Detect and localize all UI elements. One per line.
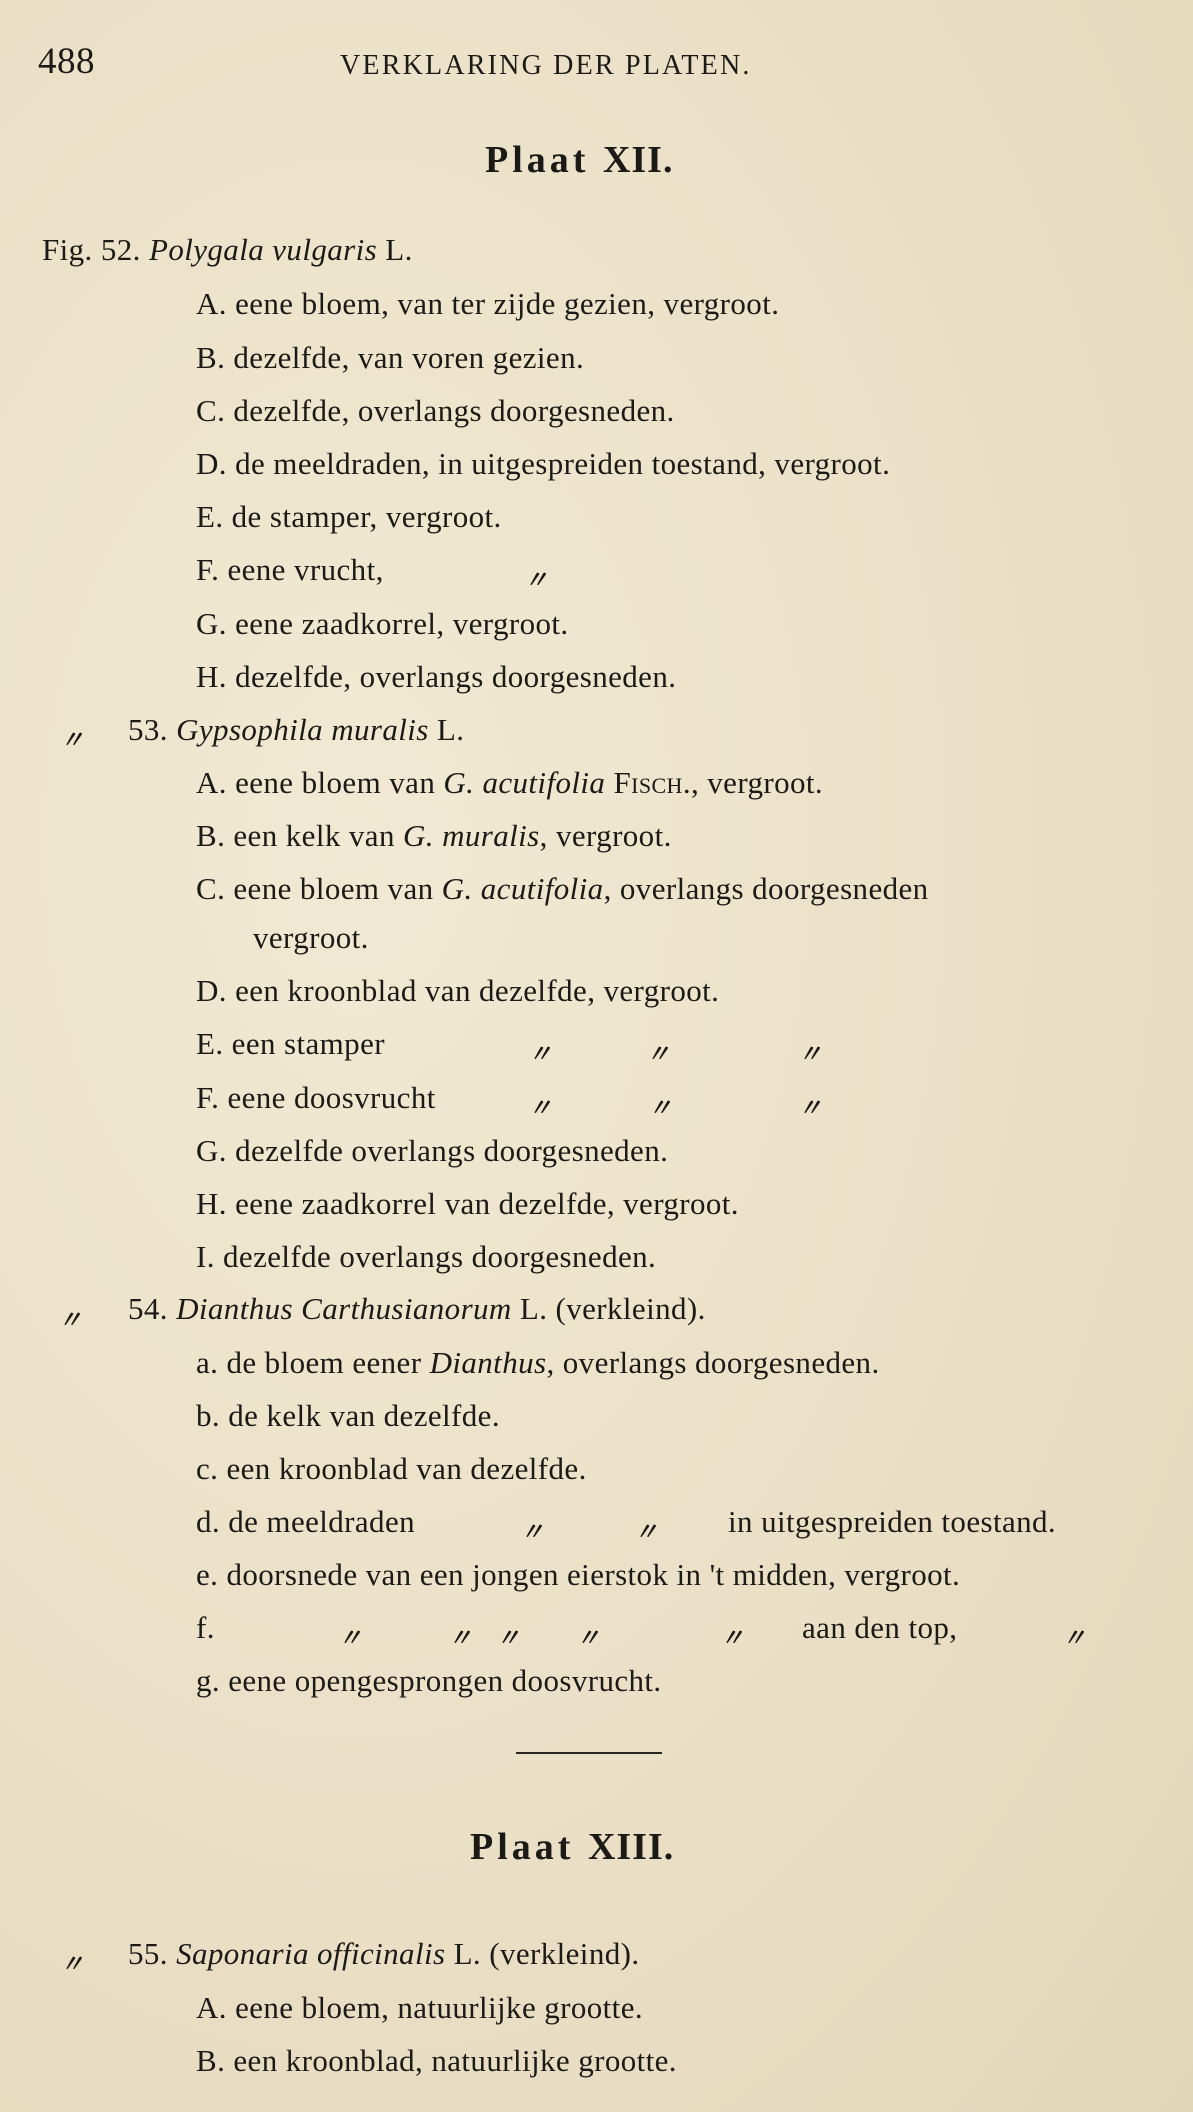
ditto-mark: 〃 xyxy=(720,1626,744,1652)
authority-abbrev: Fisch. xyxy=(613,765,691,800)
item-text: doorsnede van een jongen eierstok in 't midden, vergroot. xyxy=(226,1557,961,1592)
item-label: C. xyxy=(196,871,226,906)
species-author: L. xyxy=(436,712,465,747)
ditto-mark: 〃 xyxy=(798,1042,822,1068)
ditto-mark: 〃 xyxy=(60,1952,84,1978)
list-item xyxy=(196,1610,215,1646)
ditto-mark: 〃 xyxy=(58,1308,82,1334)
item-label: G. xyxy=(196,606,227,641)
list-item xyxy=(196,1504,415,1540)
item-text: eene bloem, van ter zijde gezien, vergroot. xyxy=(235,286,780,321)
item-label: F. xyxy=(196,552,220,587)
item-text: eene opengesprongen doosvrucht. xyxy=(228,1663,662,1698)
item-label: D. xyxy=(196,973,227,1008)
item-text: dezelfde overlangs doorgesneden. xyxy=(223,1239,657,1274)
list-item xyxy=(196,1451,587,1487)
item-text: eene zaadkorrel, vergroot. xyxy=(235,606,569,641)
list-item xyxy=(196,446,890,482)
item-text: eene doosvrucht xyxy=(227,1080,436,1115)
item-text: , vergroot. xyxy=(539,818,672,853)
list-item xyxy=(196,1080,436,1116)
ditto-mark: 〃 xyxy=(646,1042,670,1068)
ditto-mark: 〃 xyxy=(338,1626,362,1652)
plate-title: Plaat xyxy=(470,1826,575,1868)
ditto-mark: 〃 xyxy=(528,1096,552,1122)
list-item xyxy=(196,1186,739,1222)
item-label: D. xyxy=(196,446,227,481)
list-item-continuation: vergroot. xyxy=(253,920,369,955)
item-label: B. xyxy=(196,340,226,375)
list-item xyxy=(196,1133,668,1169)
list-item xyxy=(196,1398,500,1434)
list-item xyxy=(196,1026,385,1062)
item-label: c. xyxy=(196,1451,219,1486)
item-text: eene zaadkorrel van dezelfde, vergroot. xyxy=(235,1186,739,1221)
item-label: E. xyxy=(196,499,224,534)
item-label: A. xyxy=(196,1990,227,2025)
item-text: , overlangs doorgesneden xyxy=(603,871,929,906)
list-item xyxy=(196,286,779,322)
ditto-mark: 〃 xyxy=(798,1096,822,1122)
ditto-mark: 〃 xyxy=(448,1626,472,1652)
item-text: dezelfde, overlangs doorgesneden. xyxy=(235,659,677,694)
list-item xyxy=(196,2043,677,2079)
item-label: H. xyxy=(196,659,227,694)
list-item xyxy=(196,552,384,588)
item-text: eene bloem van xyxy=(235,765,444,800)
item-text: dezelfde, overlangs doorgesneden. xyxy=(233,393,675,428)
list-item xyxy=(196,871,929,907)
plate-numeral: XIII. xyxy=(587,1826,675,1868)
item-label: B. xyxy=(196,2043,226,2078)
list-item xyxy=(196,340,584,376)
list-item xyxy=(196,765,823,801)
item-text: in uitgespreiden toestand. xyxy=(728,1504,1057,1539)
plate-numeral: XII. xyxy=(602,139,674,181)
figure-number: 55. xyxy=(128,1936,168,1971)
item-label: G. xyxy=(196,1133,227,1168)
item-text: eene bloem van xyxy=(233,871,442,906)
ditto-mark: 〃 xyxy=(634,1520,658,1546)
ditto-mark: 〃 xyxy=(528,1042,552,1068)
list-item xyxy=(196,659,676,695)
figure-number: 52. xyxy=(100,232,141,267)
list-item xyxy=(196,818,672,854)
species-name: G. acutifolia xyxy=(441,871,604,906)
species-name: G. muralis xyxy=(403,818,540,853)
species-name: Polygala vulgaris xyxy=(148,232,378,267)
species-author: L. xyxy=(385,232,413,267)
figure-entry-55 xyxy=(128,1936,640,1972)
figure-number: 54. xyxy=(128,1291,168,1326)
item-text: een kroonblad, natuurlijke grootte. xyxy=(233,2043,677,2078)
item-label: d. xyxy=(196,1504,221,1539)
ditto-mark: 〃 xyxy=(1062,1626,1086,1652)
item-text: de meeldraden xyxy=(228,1504,416,1539)
page-number: 488 xyxy=(38,41,95,82)
ditto-mark: 〃 xyxy=(60,728,84,754)
item-label: e. xyxy=(196,1557,219,1592)
list-item xyxy=(196,1345,880,1381)
item-text: , overlangs doorgesneden. xyxy=(546,1345,880,1380)
species-name: G. acutifolia xyxy=(443,765,606,800)
figure-number: 53. xyxy=(128,712,168,747)
item-label: F. xyxy=(196,1080,220,1115)
ditto-mark: 〃 xyxy=(524,568,548,594)
item-text: eene vrucht, xyxy=(227,552,384,587)
ditto-mark: 〃 xyxy=(520,1520,544,1546)
item-label: A. xyxy=(196,286,227,321)
item-label: C. xyxy=(196,393,226,428)
species-name: Gypsophila muralis xyxy=(176,712,429,747)
species-name: Saponaria officinalis xyxy=(176,1936,446,1971)
section-divider xyxy=(516,1752,662,1754)
list-item xyxy=(196,393,675,429)
plate-heading xyxy=(485,138,673,182)
item-text: , vergroot. xyxy=(690,765,824,800)
item-label: E. xyxy=(196,1026,224,1061)
list-item xyxy=(196,1990,643,2026)
item-text: de kelk van dezelfde. xyxy=(228,1398,500,1433)
item-label: f. xyxy=(196,1610,215,1645)
item-text: dezelfde overlangs doorgesneden. xyxy=(235,1133,669,1168)
item-text: aan den top, xyxy=(802,1610,958,1645)
figure-entry-52 xyxy=(42,232,413,268)
item-label: B. xyxy=(196,818,226,853)
item-text: de bloem eener xyxy=(226,1345,430,1380)
ditto-mark: 〃 xyxy=(648,1096,672,1122)
list-item xyxy=(196,1239,656,1275)
item-text: een kroonblad van dezelfde, vergroot. xyxy=(235,973,720,1008)
running-head: VERKLARING DER PLATEN. xyxy=(340,50,752,81)
item-text: dezelfde, van voren gezien. xyxy=(233,340,585,375)
item-label: H. xyxy=(196,1186,227,1221)
item-text: een kelk van xyxy=(233,818,403,853)
item-text: een stamper xyxy=(231,1026,385,1061)
figure-prefix: Fig. xyxy=(42,232,93,267)
list-item xyxy=(196,1557,960,1593)
species-name: Dianthus xyxy=(429,1345,547,1380)
item-text: de stamper, vergroot. xyxy=(231,499,502,534)
item-label: b. xyxy=(196,1398,221,1433)
species-name: Dianthus Carthusianorum xyxy=(176,1291,512,1326)
figure-entry-53 xyxy=(128,712,464,748)
ditto-mark: 〃 xyxy=(576,1626,600,1652)
list-item xyxy=(196,1663,662,1699)
plate-title: Plaat xyxy=(485,139,590,181)
list-item xyxy=(196,973,719,1009)
item-label: g. xyxy=(196,1663,221,1698)
species-author: L. (verkleind). xyxy=(453,1936,640,1971)
ditto-mark: 〃 xyxy=(496,1626,520,1652)
species-author: L. (verkleind). xyxy=(519,1291,706,1326)
item-label: A. xyxy=(196,765,227,800)
figure-entry-54 xyxy=(128,1291,706,1327)
item-text: de meeldraden, in uitgespreiden toestand, vergroot. xyxy=(235,446,891,481)
item-label: I. xyxy=(196,1239,215,1274)
item-label: a. xyxy=(196,1345,219,1380)
item-text: eene bloem, natuurlijke grootte. xyxy=(235,1990,644,2025)
list-item xyxy=(196,606,569,642)
plate-heading xyxy=(470,1825,674,1869)
item-text: een kroonblad van dezelfde. xyxy=(226,1451,587,1486)
list-item xyxy=(196,499,502,535)
